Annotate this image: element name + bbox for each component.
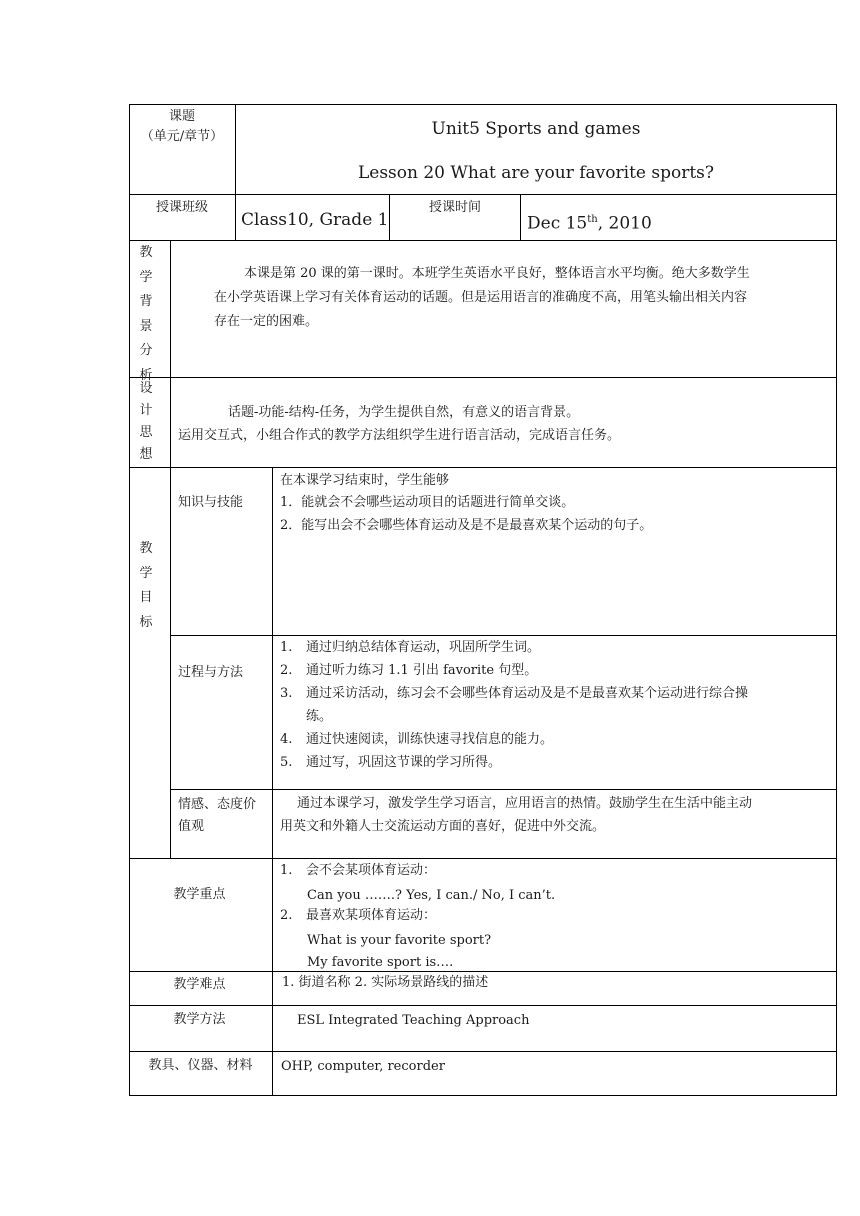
key-point-example: My favorite sport is…. <box>307 955 454 970</box>
label-char: 景 <box>139 318 153 334</box>
method-label: 教学方法 <box>173 1012 226 1027</box>
knowledge-label: 知识与技能 <box>178 495 244 510</box>
process-item <box>280 683 748 705</box>
lesson-title: Lesson 20 What are your favorite sports? <box>357 163 715 183</box>
key-point-example: What is your favorite sport? <box>307 933 492 948</box>
key-points-label: 教学重点 <box>173 887 226 902</box>
item-number: 2. <box>280 663 293 678</box>
label-char: 设 <box>139 381 153 396</box>
time-value-day: Dec 15 <box>527 213 588 234</box>
difficulties-label: 教学难点 <box>173 977 226 992</box>
topic-label-line2: （单元/章节） <box>140 129 224 144</box>
process-item <box>280 752 501 774</box>
time-value-suffix: th <box>587 214 598 225</box>
item-text: 通过归纳总结体育运动，巩固所学生词。 <box>306 640 541 655</box>
emotion-label-line2: 值观 <box>178 819 205 834</box>
table-line <box>170 635 837 636</box>
emotion-line: 通过本课学习，激发学生学习语言，应用语言的热情。鼓励学生在生活中能主动 <box>297 796 753 811</box>
unit-title: Unit5 Sports and games <box>431 119 641 139</box>
background-line: 本课是第 20 课的第一课时。本班学生英语水平良好，整体语言水平均衡。绝大多数学生 <box>244 266 750 281</box>
time-value-year: , 2010 <box>597 213 652 234</box>
key-point-item <box>280 860 436 882</box>
objectives-label <box>137 537 155 635</box>
knowledge-item: 1．能就会不会哪些运动项目的话题进行简单交谈。 <box>280 495 575 510</box>
background-line: 存在一定的困难。 <box>214 314 319 329</box>
emotion-label <box>178 794 256 838</box>
materials-label: 教具、仪器、材料 <box>148 1058 253 1073</box>
item-number: 2. <box>280 908 293 923</box>
label-char: 思 <box>139 425 153 440</box>
process-item <box>280 660 537 682</box>
background-label <box>137 241 155 388</box>
emotion-label-line1: 情感、态度价 <box>178 797 257 812</box>
item-number: 5. <box>280 755 293 770</box>
label-char: 析 <box>139 367 153 383</box>
table-line <box>129 1051 837 1052</box>
item-number: 1. <box>280 863 293 878</box>
process-label: 过程与方法 <box>178 665 244 680</box>
background-line: 在小学英语课上学习有关体育运动的话题。但是运用语言的准确度不高，用笔头输出相关内容 <box>214 290 748 305</box>
item-text: 通过写，巩固这节课的学习所得。 <box>306 755 502 770</box>
item-text: 通过听力练习 1.1 引出 favorite 句型。 <box>306 663 538 678</box>
table-border-right <box>836 104 837 1096</box>
design-label <box>137 378 155 466</box>
class-value: Class10, Grade 1 <box>241 210 389 230</box>
label-char: 想 <box>139 447 153 462</box>
materials-value: OHP, computer, recorder <box>281 1059 445 1074</box>
label-char: 学 <box>139 269 153 285</box>
table-line <box>129 467 837 468</box>
table-line <box>520 194 521 241</box>
table-line <box>170 240 171 859</box>
design-line: 运用交互式，小组合作式的教学方法组织学生进行语言活动，完成语言任务。 <box>178 428 621 443</box>
topic-label-line1: 课题 <box>168 109 195 124</box>
label-char: 背 <box>139 294 153 309</box>
label-char: 学 <box>139 565 153 581</box>
table-line <box>129 377 837 378</box>
item-text: 通过快速阅读，训练快速寻找信息的能力。 <box>306 732 554 747</box>
design-line: 话题-功能-结构-任务，为学生提供自然，有意义的语言背景。 <box>228 405 580 420</box>
label-char: 目 <box>139 590 153 605</box>
item-number: 3. <box>280 686 293 701</box>
class-label: 授课班级 <box>155 200 208 215</box>
table-line <box>170 789 837 790</box>
time-label: 授课时间 <box>428 200 481 215</box>
item-number: 4. <box>280 732 293 747</box>
key-point-example: Can you …….? Yes, I can./ No, I can’t. <box>307 888 556 903</box>
table-line <box>129 858 837 859</box>
table-border-bottom <box>129 1095 837 1096</box>
label-char: 标 <box>139 614 153 630</box>
table-line <box>129 1005 837 1006</box>
knowledge-intro: 在本课学习结束时，学生能够 <box>280 473 450 488</box>
table-line <box>272 467 273 1096</box>
process-item <box>280 729 553 751</box>
knowledge-item: 2．能写出会不会哪些体育运动及是不是最喜欢某个运动的句子。 <box>280 518 653 533</box>
item-number: 1. <box>280 640 293 655</box>
item-text: 最喜欢某项体育运动： <box>306 908 437 923</box>
label-char: 计 <box>139 403 153 418</box>
difficulties-value: 1. 街道名称 2. 实际场景路线的描述 <box>282 975 489 990</box>
emotion-line: 用英文和外籍人士交流运动方面的喜好，促进中外交流。 <box>280 819 606 834</box>
key-point-item <box>280 905 436 927</box>
label-char: 教 <box>139 541 153 556</box>
topic-label <box>129 108 235 146</box>
table-border-left <box>129 104 130 1096</box>
item-text: 通过采访活动，练习会不会哪些体育运动及是不是最喜欢某个运动进行综合操 <box>306 686 749 701</box>
method-value: ESL Integrated Teaching Approach <box>297 1013 530 1028</box>
process-item-continuation: 练。 <box>306 709 333 724</box>
label-char: 教 <box>139 245 153 260</box>
label-char: 分 <box>139 343 153 358</box>
time-value <box>527 208 652 236</box>
item-text: 会不会某项体育运动： <box>306 863 437 878</box>
process-item <box>280 637 540 659</box>
